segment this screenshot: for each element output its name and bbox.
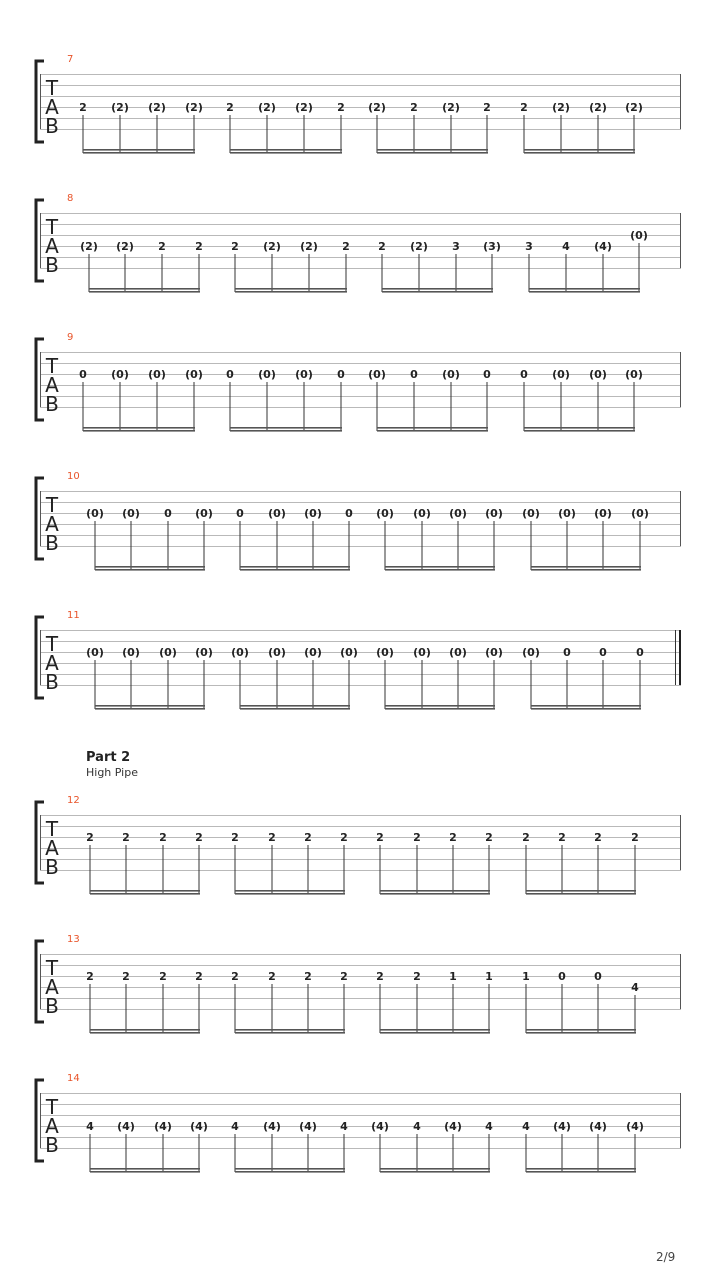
beam-secondary (235, 1032, 345, 1034)
tab-clef-letter: B (45, 253, 59, 277)
fret-number: 2 (268, 970, 276, 983)
fret-number: (0) (449, 507, 467, 520)
fret-number: (0) (231, 646, 249, 659)
tab-clef-letter: A (45, 373, 59, 397)
beam-primary (377, 149, 488, 151)
fret-number: 2 (231, 831, 239, 844)
fret-number: 2 (340, 831, 348, 844)
tab-clef-letter: T (45, 215, 59, 239)
fret-number: 2 (159, 831, 167, 844)
measure-number: 12 (67, 795, 80, 806)
beam-secondary (230, 152, 342, 154)
fret-number: 2 (304, 831, 312, 844)
beam-secondary (230, 430, 342, 432)
fret-number: 2 (304, 970, 312, 983)
beam-secondary (89, 291, 200, 293)
fret-number: 0 (636, 646, 644, 659)
fret-number: 3 (525, 240, 533, 253)
measure-number: 14 (67, 1073, 80, 1084)
beam-primary (95, 705, 205, 707)
beam-primary (524, 427, 635, 429)
beam-secondary (83, 152, 195, 154)
beam-primary (531, 566, 641, 568)
fret-number: 2 (226, 101, 234, 114)
tab-clef-letter: B (45, 531, 59, 555)
beam-secondary (529, 291, 640, 293)
beam-primary (529, 288, 640, 290)
fret-number: (0) (258, 368, 276, 381)
beam-primary (90, 1029, 200, 1031)
beam-secondary (90, 893, 200, 895)
beam-primary (526, 890, 636, 892)
fret-number: 2 (410, 101, 418, 114)
beam-primary (380, 1029, 490, 1031)
beam-secondary (240, 569, 350, 571)
fret-number: 2 (376, 831, 384, 844)
beam-primary (380, 1168, 490, 1170)
beam-secondary (95, 569, 205, 571)
measure-number: 11 (67, 610, 80, 621)
beam-secondary (235, 1171, 345, 1173)
fret-number: (4) (154, 1120, 172, 1133)
fret-number: 2 (342, 240, 350, 253)
fret-number: (2) (263, 240, 281, 253)
fret-number: (2) (185, 101, 203, 114)
measure-number: 10 (67, 471, 80, 482)
beam-secondary (382, 291, 493, 293)
fret-number: (2) (442, 101, 460, 114)
beam-primary (90, 890, 200, 892)
beam-secondary (377, 430, 488, 432)
fret-number: 2 (86, 970, 94, 983)
fret-number: (4) (263, 1120, 281, 1133)
tab-clef-letter: T (45, 817, 59, 841)
beam-secondary (524, 152, 635, 154)
tab-clef-letter: B (45, 114, 59, 138)
measure-number: 7 (67, 54, 74, 65)
beam-primary (385, 566, 495, 568)
fret-number: 4 (340, 1120, 348, 1133)
fret-number: (0) (630, 229, 648, 242)
fret-number: (0) (589, 368, 607, 381)
fret-number: 0 (226, 368, 234, 381)
fret-number: 2 (122, 970, 130, 983)
fret-number: (0) (295, 368, 313, 381)
beam-primary (377, 427, 488, 429)
beam-secondary (531, 569, 641, 571)
tab-clef-letter: B (45, 392, 59, 416)
tab-clef-letter: T (45, 632, 59, 656)
beam-primary (83, 149, 195, 151)
fret-number: (0) (522, 507, 540, 520)
fret-number: 2 (159, 970, 167, 983)
beam-secondary (83, 430, 195, 432)
beam-primary (235, 890, 345, 892)
page-number: 2/9 (656, 1250, 676, 1264)
fret-number: (0) (122, 507, 140, 520)
fret-number: 2 (376, 970, 384, 983)
fret-number: (0) (449, 646, 467, 659)
fret-number: 4 (631, 981, 639, 994)
tab-clef-letter: A (45, 836, 59, 860)
tab-clef-letter: A (45, 234, 59, 258)
tab-clef-letter: B (45, 670, 59, 694)
fret-number: (0) (340, 646, 358, 659)
fret-number: (2) (300, 240, 318, 253)
beam-primary (240, 705, 350, 707)
fret-number: 2 (86, 831, 94, 844)
beam-primary (89, 288, 200, 290)
fret-number: 0 (594, 970, 602, 983)
beam-secondary (531, 708, 641, 710)
fret-number: 0 (599, 646, 607, 659)
fret-number: (0) (485, 507, 503, 520)
fret-number: (0) (195, 646, 213, 659)
tab-clef-letter: T (45, 956, 59, 980)
beam-primary (235, 288, 347, 290)
fret-number: 2 (520, 101, 528, 114)
beam-primary (90, 1168, 200, 1170)
beam-primary (83, 427, 195, 429)
fret-number: (2) (148, 101, 166, 114)
fret-number: 0 (520, 368, 528, 381)
fret-number: 0 (345, 507, 353, 520)
beam-primary (235, 1029, 345, 1031)
fret-number: (0) (304, 507, 322, 520)
beam-secondary (385, 708, 495, 710)
beam-primary (230, 427, 342, 429)
beam-secondary (524, 430, 635, 432)
fret-number: 2 (268, 831, 276, 844)
tab-clef-letter: A (45, 651, 59, 675)
tab-clef-letter: A (45, 512, 59, 536)
fret-number: (0) (159, 646, 177, 659)
beam-primary (526, 1029, 636, 1031)
beam-secondary (90, 1032, 200, 1034)
beam-primary (235, 1168, 345, 1170)
fret-number: 1 (485, 970, 493, 983)
beam-primary (526, 1168, 636, 1170)
fret-number: (0) (376, 507, 394, 520)
fret-number: 0 (164, 507, 172, 520)
tab-clef-letter: B (45, 1133, 59, 1157)
fret-number: 2 (231, 240, 239, 253)
tab-clef-letter: T (45, 354, 59, 378)
fret-number: 0 (410, 368, 418, 381)
section-subtitle: High Pipe (86, 766, 138, 779)
beam-primary (524, 149, 635, 151)
fret-number: 2 (158, 240, 166, 253)
fret-number: 3 (452, 240, 460, 253)
fret-number: (0) (86, 507, 104, 520)
fret-number: 4 (86, 1120, 94, 1133)
fret-number: 4 (485, 1120, 493, 1133)
fret-number: (0) (268, 507, 286, 520)
fret-number: 2 (483, 101, 491, 114)
fret-number: 2 (122, 831, 130, 844)
beam-secondary (235, 291, 347, 293)
fret-number: (4) (117, 1120, 135, 1133)
fret-number: (4) (594, 240, 612, 253)
beam-secondary (380, 893, 490, 895)
fret-number: (0) (522, 646, 540, 659)
fret-number: (2) (552, 101, 570, 114)
fret-number: (0) (558, 507, 576, 520)
fret-number: 0 (79, 368, 87, 381)
fret-number: 2 (522, 831, 530, 844)
tab-clef-letter: T (45, 1095, 59, 1119)
fret-number: (0) (413, 507, 431, 520)
fret-number: 2 (79, 101, 87, 114)
fret-number: (2) (368, 101, 386, 114)
fret-number: 2 (413, 831, 421, 844)
fret-number: (0) (631, 507, 649, 520)
fret-number: (3) (483, 240, 501, 253)
tab-clef-letter: B (45, 855, 59, 879)
fret-number: 0 (337, 368, 345, 381)
fret-number: 2 (485, 831, 493, 844)
fret-number: (4) (299, 1120, 317, 1133)
fret-number: (4) (553, 1120, 571, 1133)
fret-number: 2 (631, 831, 639, 844)
tab-clef-letter: A (45, 1114, 59, 1138)
fret-number: (2) (258, 101, 276, 114)
fret-number: (0) (304, 646, 322, 659)
beam-secondary (90, 1171, 200, 1173)
fret-number: (0) (376, 646, 394, 659)
beam-primary (240, 566, 350, 568)
fret-number: (0) (111, 368, 129, 381)
fret-number: (4) (626, 1120, 644, 1133)
fret-number: (2) (116, 240, 134, 253)
beam-secondary (526, 893, 636, 895)
beam-primary (95, 566, 205, 568)
tab-clef-letter: T (45, 76, 59, 100)
beam-secondary (380, 1032, 490, 1034)
section-title: Part 2 (86, 750, 131, 765)
tab-clef-letter: A (45, 95, 59, 119)
beam-secondary (526, 1171, 636, 1173)
fret-number: (2) (410, 240, 428, 253)
beam-primary (385, 705, 495, 707)
beam-secondary (380, 1171, 490, 1173)
fret-number: 0 (236, 507, 244, 520)
fret-number: (0) (594, 507, 612, 520)
fret-number: 4 (231, 1120, 239, 1133)
fret-number: (0) (268, 646, 286, 659)
fret-number: (2) (295, 101, 313, 114)
beam-primary (380, 890, 490, 892)
fret-number: (0) (413, 646, 431, 659)
tab-clef-letter: A (45, 975, 59, 999)
fret-number: 1 (449, 970, 457, 983)
fret-number: (0) (195, 507, 213, 520)
fret-number: (0) (368, 368, 386, 381)
fret-number: 0 (483, 368, 491, 381)
fret-number: (4) (444, 1120, 462, 1133)
fret-number: (0) (485, 646, 503, 659)
fret-number: 2 (195, 240, 203, 253)
fret-number: 1 (522, 970, 530, 983)
tab-clef-letter: T (45, 493, 59, 517)
fret-number: 2 (231, 970, 239, 983)
beam-primary (382, 288, 493, 290)
measure-number: 8 (67, 193, 74, 204)
fret-number: 0 (558, 970, 566, 983)
fret-number: (0) (625, 368, 643, 381)
fret-number: (4) (371, 1120, 389, 1133)
beam-secondary (235, 893, 345, 895)
beam-secondary (377, 152, 488, 154)
fret-number: 2 (340, 970, 348, 983)
fret-number: 2 (337, 101, 345, 114)
fret-number: (0) (86, 646, 104, 659)
fret-number: (2) (625, 101, 643, 114)
fret-number: 4 (562, 240, 570, 253)
tab-clef-letter: B (45, 994, 59, 1018)
fret-number: (0) (122, 646, 140, 659)
beam-primary (531, 705, 641, 707)
beam-secondary (526, 1032, 636, 1034)
fret-number: (2) (589, 101, 607, 114)
fret-number: 2 (195, 831, 203, 844)
fret-number: 2 (195, 970, 203, 983)
fret-number: (4) (589, 1120, 607, 1133)
fret-number: (0) (552, 368, 570, 381)
beam-primary (230, 149, 342, 151)
fret-number: 4 (522, 1120, 530, 1133)
fret-number: 0 (563, 646, 571, 659)
fret-number: 2 (449, 831, 457, 844)
fret-number: 2 (594, 831, 602, 844)
fret-number: 2 (378, 240, 386, 253)
fret-number: 2 (558, 831, 566, 844)
fret-number: (0) (148, 368, 166, 381)
beam-secondary (385, 569, 495, 571)
fret-number: 4 (413, 1120, 421, 1133)
fret-number: (4) (190, 1120, 208, 1133)
beam-secondary (240, 708, 350, 710)
fret-number: (0) (442, 368, 460, 381)
fret-number: (2) (80, 240, 98, 253)
measure-number: 13 (67, 934, 80, 945)
fret-number: (0) (185, 368, 203, 381)
measure-number: 9 (67, 332, 74, 343)
fret-number: 2 (413, 970, 421, 983)
beam-secondary (95, 708, 205, 710)
fret-number: (2) (111, 101, 129, 114)
